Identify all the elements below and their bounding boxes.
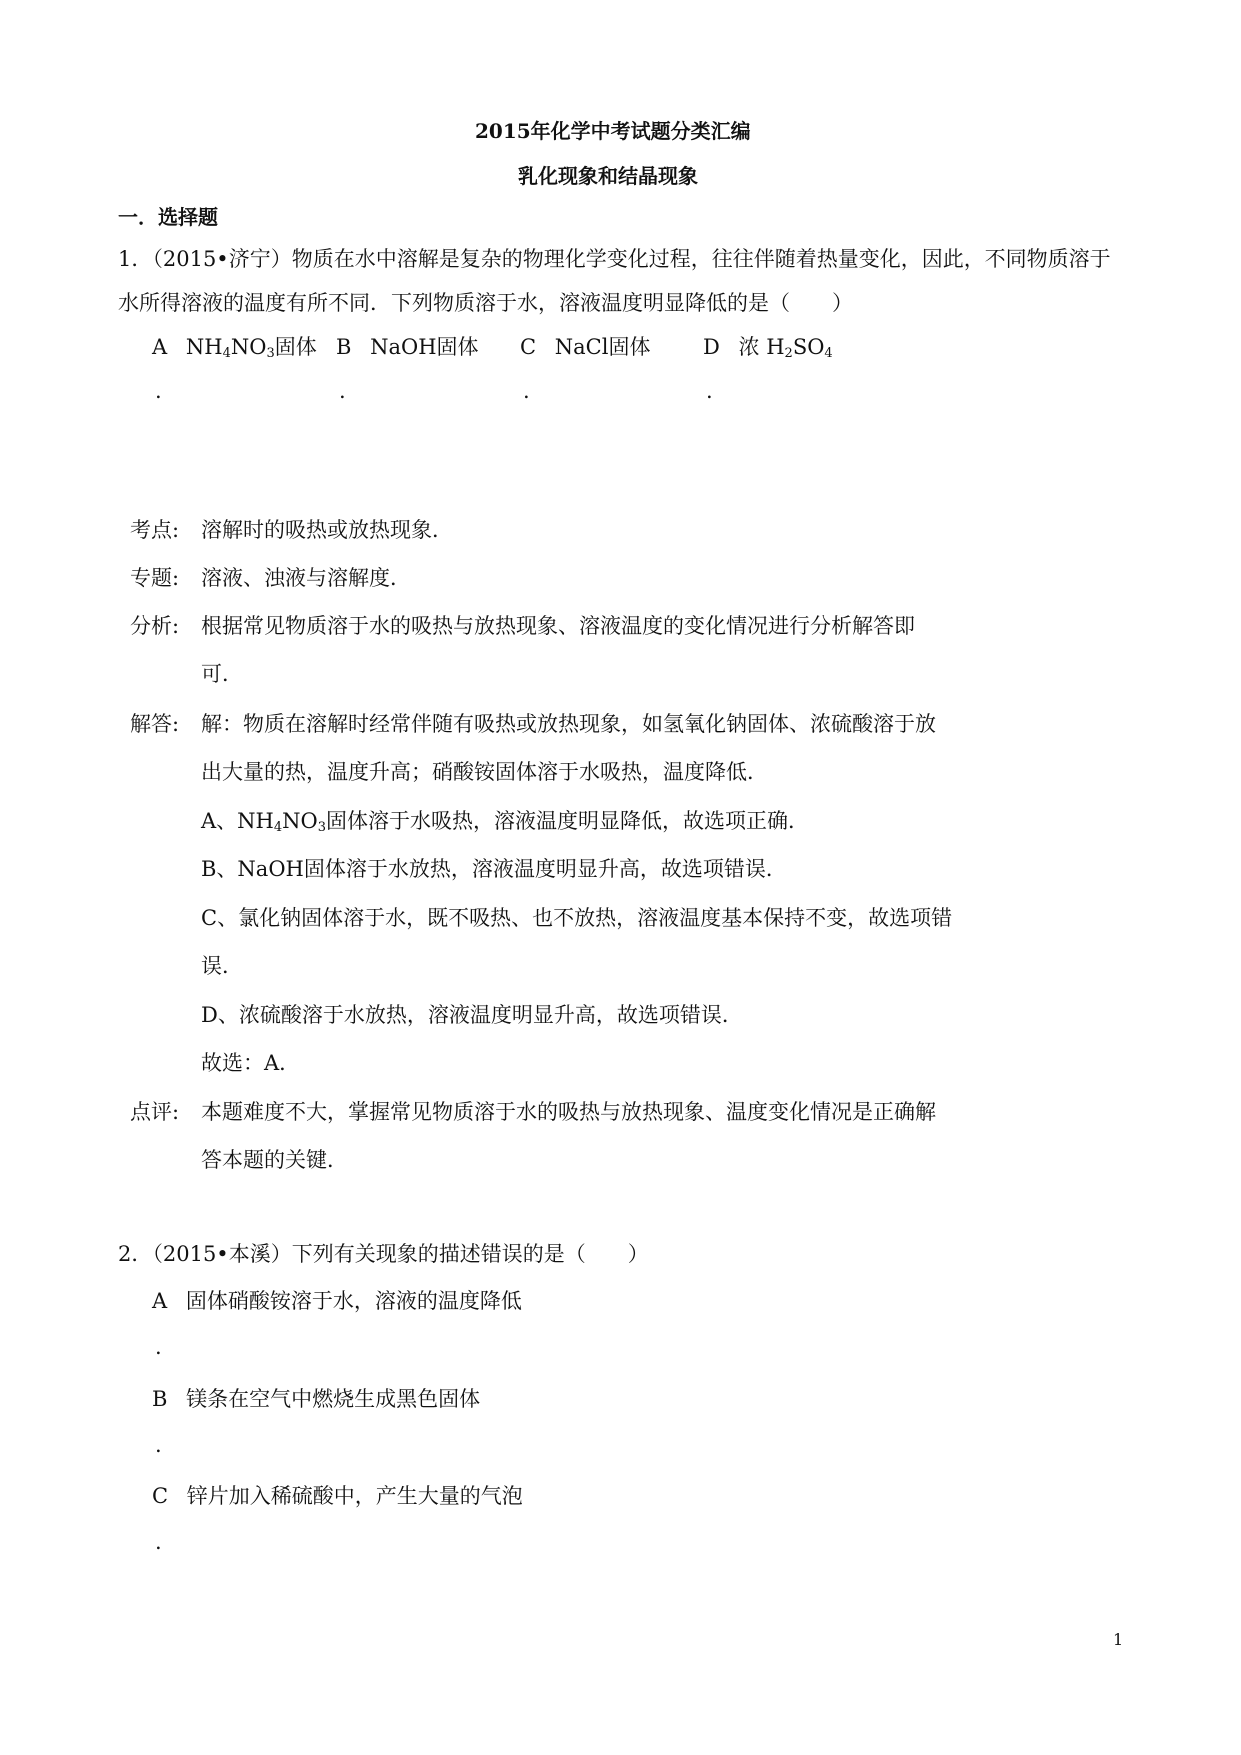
q1-stem-line1: 1．（2015•济宁）物质在水中溶解是复杂的物理化学变化过程，往往伴随着热量变化，因此，不同物质溶于 <box>118 247 1111 271</box>
option-text: 浓 $H_2SO_4$ <box>738 335 833 361</box>
q2-option-c-dot: . <box>155 1530 162 1554</box>
option-text: NaCl固体 <box>554 335 651 359</box>
q1-option-b-dot: . <box>339 379 346 403</box>
kaodian-text: 溶解时的吸热或放热现象． <box>201 518 453 542</box>
page-number: 1 <box>1113 1630 1124 1649</box>
document-title: 2015年化学中考试题分类汇编 <box>475 119 751 143</box>
option-letter: C <box>520 335 537 359</box>
jieda-option-c-line2: 误． <box>201 954 243 978</box>
fenxi-line2: 可． <box>201 662 243 686</box>
section-heading: 一．选择题 <box>118 205 218 229</box>
option-letter: C <box>152 1484 169 1508</box>
jieda-line1: 解：物质在溶解时经常伴随有吸热或放热现象，如氢氧化钠固体、浓硫酸溶于放 <box>201 712 936 736</box>
q2-option-b-dot: . <box>155 1433 162 1457</box>
dianping-line2: 答本题的关键． <box>201 1148 348 1172</box>
option-letter: A <box>152 1289 168 1313</box>
q1-option-b <box>336 333 479 361</box>
zhuanti-label: 专题: <box>130 566 180 590</box>
fenxi-line1: 根据常见物质溶于水的吸热与放热现象、溶液温度的变化情况进行分析解答即 <box>201 614 915 638</box>
option-letter: B <box>152 1387 168 1411</box>
q2-option-b <box>152 1385 480 1413</box>
document-subtitle: 乳化现象和结晶现象 <box>518 164 698 188</box>
option-text: $NH_4NO_3$固体 <box>185 335 317 361</box>
jieda-label: 解答: <box>130 712 180 736</box>
q1-option-a-dot: . <box>155 379 162 403</box>
option-letter: A <box>152 335 168 359</box>
option-letter: B <box>336 335 352 359</box>
jieda-answer: 故选：A． <box>201 1051 301 1075</box>
q1-option-d <box>703 333 833 361</box>
q1-stem-line2: 水所得溶液的温度有所不同．下列物质溶于水，溶液温度明显降低的是（ ） <box>118 291 853 315</box>
jieda-option-a: A、$NH_4NO_3$固体溶于水吸热，溶液温度明显降低，故选项正确． <box>201 809 810 835</box>
kaodian-label: 考点: <box>130 518 180 542</box>
option-letter: D <box>703 335 720 359</box>
option-text: 固体硝酸铵溶于水，溶液的温度降低 <box>185 1289 522 1313</box>
jieda-option-b: B、NaOH固体溶于水放热，溶液温度明显升高，故选项错误． <box>201 857 787 881</box>
jieda-line2: 出大量的热，温度升高；硝酸铵固体溶于水吸热，温度降低． <box>201 760 768 784</box>
jieda-option-c-line1: C、氯化钠固体溶于水，既不吸热、也不放热，溶液温度基本保持不变，故选项错 <box>201 906 953 930</box>
zhuanti-text: 溶液、浊液与溶解度． <box>201 566 411 590</box>
q1-option-c <box>520 333 650 361</box>
q1-option-a <box>152 333 317 361</box>
q2-option-a <box>152 1287 522 1315</box>
dianping-label: 点评: <box>130 1100 180 1124</box>
q2-stem: 2．（2015•本溪）下列有关现象的描述错误的是（ ） <box>118 1242 649 1266</box>
jieda-option-d: D、浓硫酸溶于水放热，溶液温度明显升高，故选项错误． <box>201 1003 743 1027</box>
option-text: 镁条在空气中燃烧生成黑色固体 <box>186 1387 481 1411</box>
q2-option-c <box>152 1482 523 1510</box>
fenxi-label: 分析: <box>130 614 180 638</box>
dianping-line1: 本题难度不大，掌握常见物质溶于水的吸热与放热现象、温度变化情况是正确解 <box>201 1100 936 1124</box>
q1-option-d-dot: . <box>706 379 713 403</box>
option-text: NaOH固体 <box>370 335 479 359</box>
option-text: 锌片加入稀硫酸中，产生大量的气泡 <box>186 1484 523 1508</box>
q1-option-c-dot: . <box>523 379 530 403</box>
q2-option-a-dot: . <box>155 1335 162 1359</box>
